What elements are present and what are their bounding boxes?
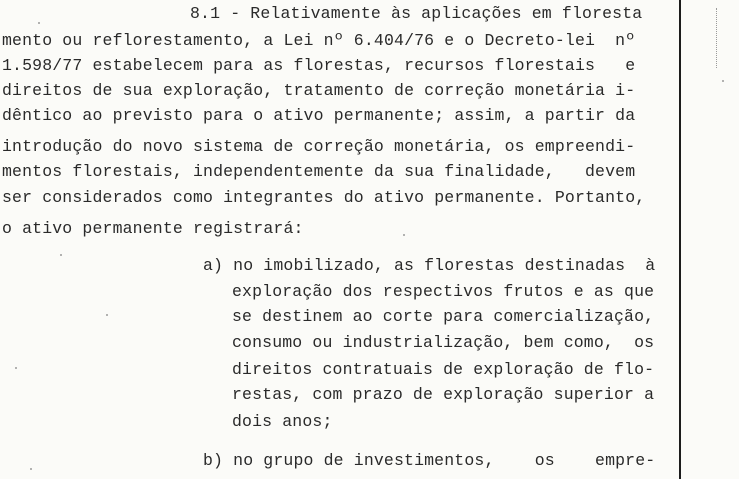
list-item-line: direitos contratuais de exploração de flo- <box>232 360 655 379</box>
scan-speck <box>722 80 724 82</box>
list-item-line: exploração dos respectivos frutos e as que <box>232 282 655 301</box>
dotted-margin-mark <box>716 8 718 68</box>
scan-speck <box>60 254 62 256</box>
list-item-line: dois anos; <box>232 412 333 431</box>
paragraph-line: 8.1 - Relativamente às aplicações em floresta <box>190 4 643 23</box>
right-margin-rule <box>679 0 681 479</box>
paragraph-line: mentos florestais, independentemente da sua finalidade, devem <box>2 162 636 181</box>
list-item-line: b) no grupo de investimentos, os empre- <box>203 451 656 470</box>
scan-speck <box>30 468 32 470</box>
list-item-line: restas, com prazo de exploração superior a <box>232 385 655 404</box>
paragraph-line: dêntico ao previsto para o ativo permanente; assim, a partir da <box>2 106 636 125</box>
list-item-line: se destinem ao corte para comercialização, <box>232 307 655 326</box>
scan-speck <box>38 22 40 24</box>
paragraph-line: direitos de sua exploração, tratamento de correção monetária i- <box>2 81 636 100</box>
paragraph-line: introdução do novo sistema de correção monetária, os empreendi- <box>2 137 636 156</box>
scan-speck <box>106 314 108 316</box>
paragraph-line: mento ou reflorestamento, a Lei nº 6.404/76 e o Decreto-lei nº <box>2 31 636 50</box>
scan-speck <box>403 234 405 236</box>
list-item-line: consumo ou industrialização, bem como, os <box>232 333 655 352</box>
paragraph-line: ser considerados como integrantes do ativo permanente. Portanto, <box>2 188 646 207</box>
paragraph-line: o ativo permanente registrará: <box>2 219 304 238</box>
paragraph-line: 1.598/77 estabelecem para as florestas, recursos florestais e <box>2 56 636 75</box>
scan-speck <box>15 367 17 369</box>
list-item-line: a) no imobilizado, as florestas destinadas à <box>203 256 656 275</box>
